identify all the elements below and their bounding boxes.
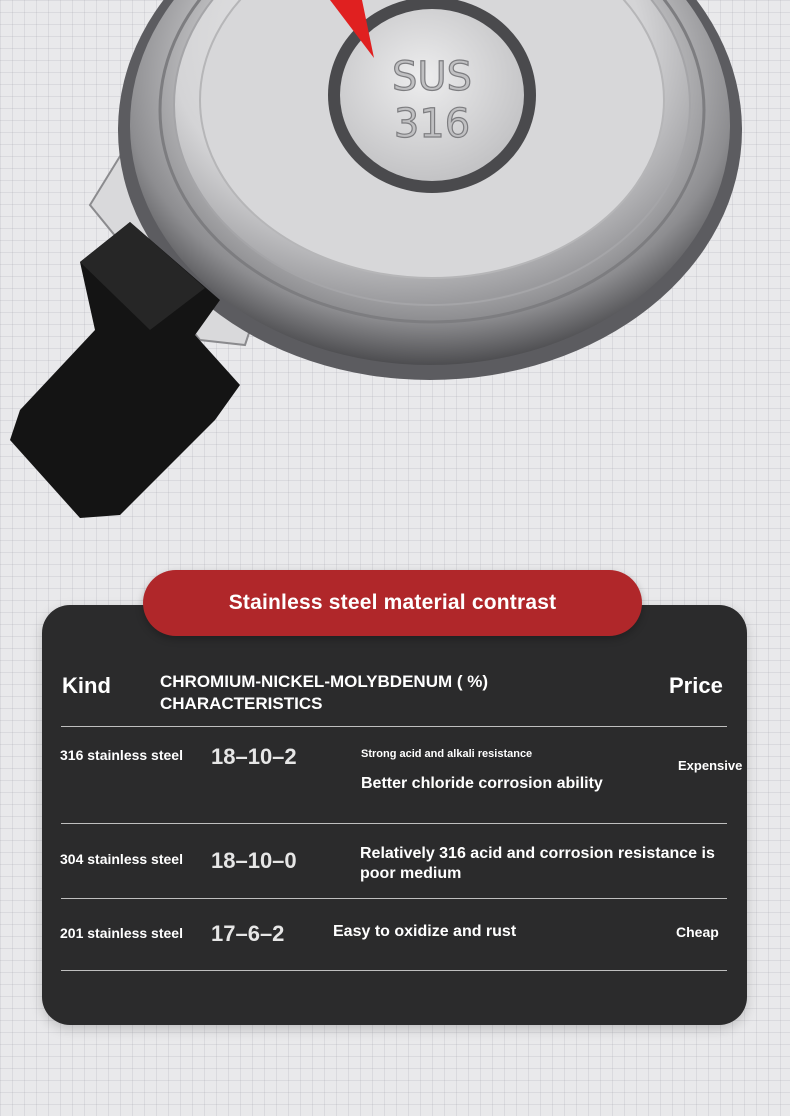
comparison-table [42, 605, 747, 1025]
header-kind: Kind [62, 673, 111, 698]
divider [61, 726, 727, 727]
row-201-price: Cheap [676, 924, 719, 940]
section-title: Stainless steel material contrast [143, 570, 642, 636]
divider [61, 970, 727, 971]
row-201-kind: 201 stainless steel [60, 925, 183, 941]
row-304-composition: 18–10–0 [211, 848, 297, 873]
row-316-kind: 316 stainless steel [60, 747, 183, 763]
row-304-characteristic: Relatively 316 acid and corrosion resistance is poor medium [360, 845, 715, 882]
row-316-composition: 18–10–2 [211, 744, 297, 769]
header-composition: CHROMIUM-NICKEL-MOLYBDENUM ( %) CHARACTERISTICS [160, 672, 489, 713]
row-316-characteristic-note: Strong acid and alkali resistance [361, 748, 533, 760]
lid-marking-316: 316 [393, 101, 471, 147]
lid-marking-sus: SUS [391, 54, 473, 100]
row-304-kind: 304 stainless steel [60, 851, 183, 867]
row-316-price: Expensive [678, 758, 743, 773]
row-201-characteristic: Easy to oxidize and rust [333, 923, 517, 940]
divider [61, 898, 727, 899]
row-316-characteristic: Better chloride corrosion ability [361, 775, 603, 792]
row-201-composition: 17–6–2 [211, 921, 285, 946]
divider [61, 823, 727, 824]
header-price: Price [669, 673, 723, 698]
